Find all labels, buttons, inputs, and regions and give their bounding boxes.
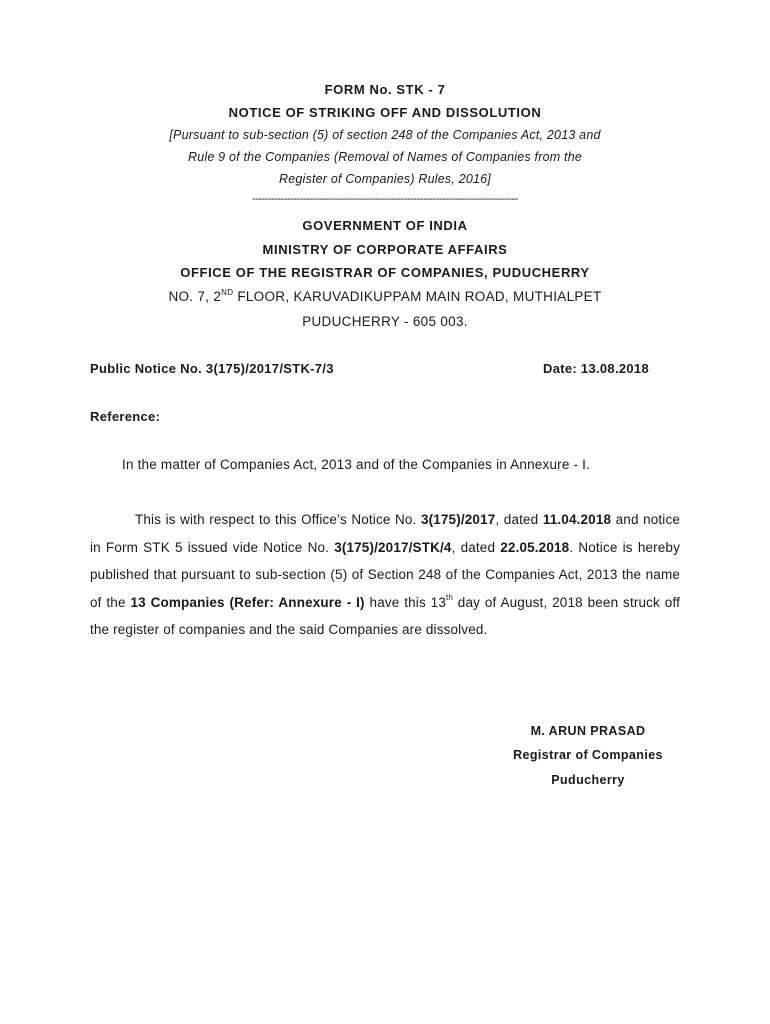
address-suffix: FLOOR, KARUVADIKUPPAM MAIN ROAD, MUTHIALPET (233, 289, 602, 304)
body-text: have this 13 (364, 594, 446, 610)
body-bold-date: 22.05.2018 (500, 539, 570, 555)
public-notice-number: Public Notice No. 3(175)/2017/STK-7/3 (90, 361, 334, 376)
ministry-heading: MINISTRY OF CORPORATE AFFAIRS (262, 242, 508, 257)
body-bold-notice-no: 3(175)/2017/STK/4 (334, 539, 452, 555)
subtitle-line-3: Register of Companies) Rules, 2016] (279, 172, 491, 186)
address-prefix: NO. 7, 2 (168, 289, 222, 304)
address-superscript: ND (221, 287, 234, 297)
government-heading: GOVERNMENT OF INDIA (302, 218, 468, 233)
office-address (0, 289, 770, 304)
reference-label: Reference: (90, 409, 161, 424)
matter-statement: In the matter of Companies Act, 2013 and of the Companies in Annexure - I. (122, 457, 591, 472)
subtitle-line-2: Rule 9 of the Companies (Removal of Names of Companies from the (187, 150, 583, 164)
body-text: , dated (451, 539, 501, 555)
form-number: FORM No. STK - 7 (324, 82, 446, 97)
header-divider: ------------------------------------------------------------------------------------ (252, 193, 518, 205)
signatory-name: M. ARUN PRASAD (530, 724, 646, 738)
body-paragraph (90, 506, 680, 644)
body-text: , dated (495, 512, 543, 527)
body-text: This is with respect to this Office’s Notice No. (135, 512, 421, 527)
signatory-designation: Registrar of Companies (513, 748, 663, 762)
body-text: . Notice is hereby published that pursuant to sub-section (5) of Section 248 of the Companies Act, 2013 the name of the (90, 539, 680, 610)
registrar-heading: OFFICE OF THE REGISTRAR OF COMPANIES, PUDUCHERRY (180, 265, 590, 280)
signatory-place: Puducherry (551, 773, 625, 787)
office-city: PUDUCHERRY - 605 003. (302, 314, 468, 329)
body-bold-annexure: 13 Companies (Refer: Annexure - I) (130, 594, 365, 610)
ordinal-superscript: th (446, 593, 453, 602)
body-bold-notice-no: 3(175)/2017 (420, 512, 496, 527)
body-bold-date: 11.04.2018 (542, 512, 612, 527)
notice-date: Date: 13.08.2018 (543, 361, 649, 376)
body-text: and notice in Form STK 5 issued vide Notice No. (90, 512, 681, 555)
notice-title: NOTICE OF STRIKING OFF AND DISSOLUTION (228, 105, 542, 120)
body-text: day of August, 2018 been struck off the register of companies and the said Companies are dissolved. (90, 594, 680, 637)
subtitle-line-1: [Pursuant to sub-section (5) of section 248 of the Companies Act, 2013 and (169, 128, 601, 142)
